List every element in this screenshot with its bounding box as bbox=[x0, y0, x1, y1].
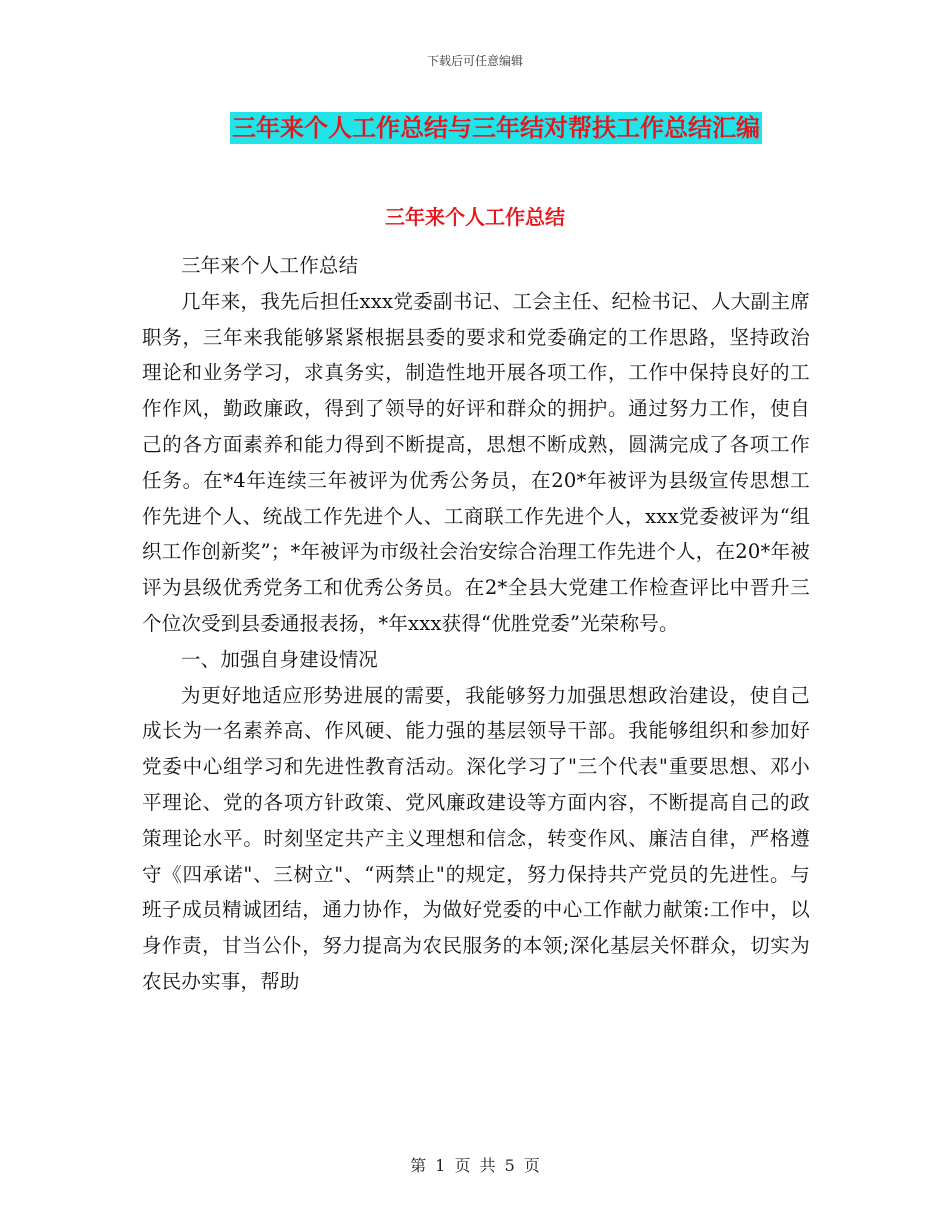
document-body bbox=[142, 248, 810, 1000]
page-footer: 第 1 页 共 5 页 bbox=[410, 1156, 540, 1175]
paragraph-intro: 几年来，我先后担任xxx党委副书记、工会主任、纪检书记、人大副主席职务，三年来我能够紧紧根据县委的要求和党委确定的工作思路，坚持政治理论和业务学习，求真务实，制造性地开展各项工作，工作中保持良好的工作作风，勤政廉政，得到了领导的好评和群众的拥护。通过努力工作，使自己的各方面素养和能力得到不断提高，思想不断成熟，圆满完成了各项工作任务。在*4年连续三年被评为优秀公务员，在20*年被评为县级宣传思想工作先进个人、统战工作先进个人、工商联工作先进个人，xxx党委被评为“组织工作创新奖”；*年被评为市级社会治安综合治理工作先进个人，在20*年被评为县级优秀党务工和优秀公务员。在2*全县大党建工作检查评比中晋升三个位次受到县委通报表扬，*年xxx获得“优胜党委”光荣称号。 bbox=[142, 289, 810, 635]
paragraph-subtitle: 三年来个人工作总结 bbox=[181, 254, 359, 277]
header-note: 下载后可任意编辑 bbox=[426, 54, 523, 68]
section-title: 三年来个人工作总结 bbox=[385, 205, 565, 229]
paragraph-heading-self-building: 一、加强自身建设情况 bbox=[181, 647, 379, 671]
document-title-container bbox=[0, 112, 950, 144]
paragraph-self-building: 为更好地适应形势进展的需要，我能够努力加强思想政治建设，使自己成长为一名素养高、作风硬、能力强的基层领导干部。我能够组织和参加好党委中心组学习和先进性教育活动。深化学习了"三个代表"重要思想、邓小平理论、党的各项方针政策、党风廉政建设等方面内容，不断提高自己的政策理论水平。时刻坚定共产主义理想和信念，转变作风、廉洁自律，严格遵守《四承诺"、三树立"、“两禁止"的规定，努力保持共产党员的先进性。与班子成员精诚团结，通力协作，为做好党委的中心工作献力献策:工作中，以身作责，甘当公仆，努力提高为农民服务的本领;深化基层关怀群众，切实为农民办实事，帮助 bbox=[142, 683, 810, 993]
document-title: 三年来个人工作总结与三年结对帮扶工作总结汇编 bbox=[232, 114, 760, 142]
